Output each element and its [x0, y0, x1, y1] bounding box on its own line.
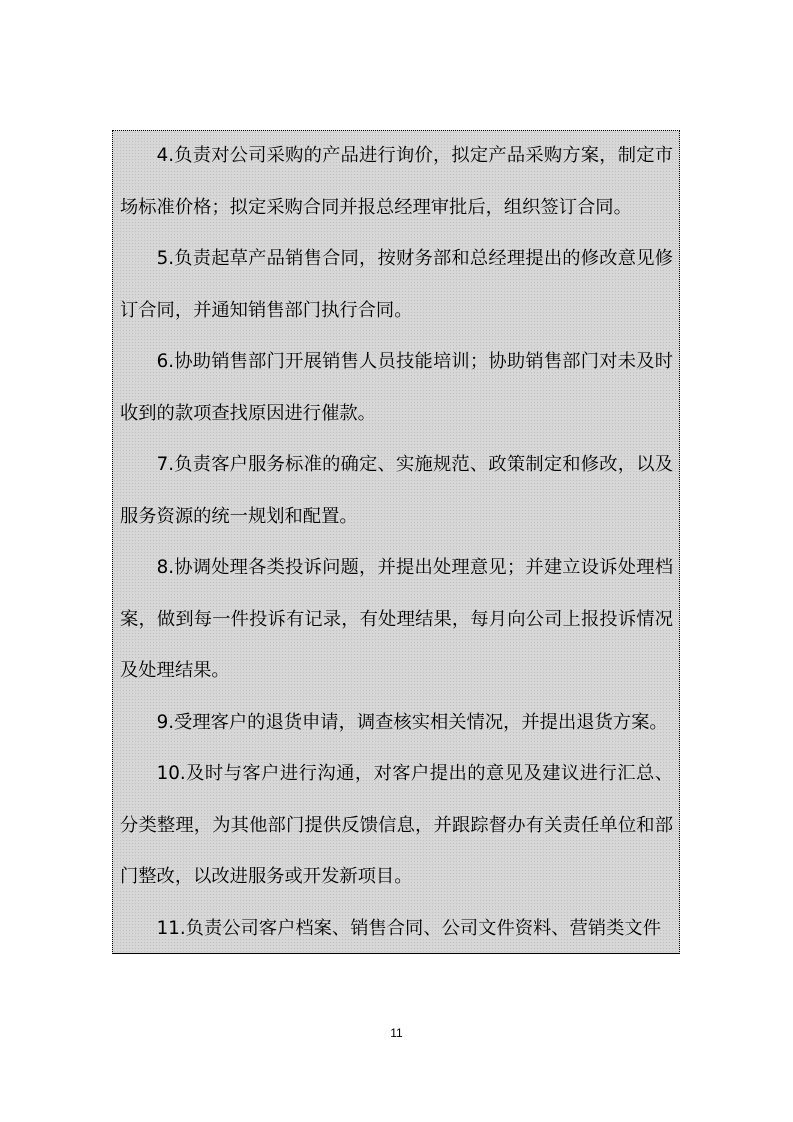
- page-number: 11: [390, 1026, 403, 1040]
- paragraph-item-8: 8.协调处理各类投诉问题，并提出处理意见；并建立设诉处理档案，做到每一件投诉有记录，有处理结果，每月向公司上报投诉情况及处理结果。: [120, 557, 673, 681]
- text-frame: [112, 130, 680, 954]
- paragraph-item-5: 5.负责起草产品销售合同，按财务部和总经理提出的修改意见修订合同，并通知销售部门执行合同。: [120, 248, 673, 321]
- paragraph-item-4: 4.负责对公司采购的产品进行询价，拟定产品采购方案，制定市场标准价格；拟定采购合同并报总经理审批后，组织签订合同。: [120, 145, 673, 218]
- paragraph-item-7: 7.负责客户服务标准的确定、实施规范、政策制定和修改，以及服务资源的统一规划和配置。: [120, 454, 673, 527]
- paragraph-item-6: 6.协助销售部门开展销售人员技能培训；协助销售部门对未及时收到的款项查找原因进行催款。: [120, 351, 673, 424]
- paragraph-item-10: 10.及时与客户进行沟通，对客户提出的意见及建议进行汇总、分类整理，为其他部门提供反馈信息，并跟踪督办有关责任单位和部门整改，以改进服务或开发新项目。: [120, 763, 673, 887]
- paragraph-item-9: 9.受理客户的退货申请，调查核实相关情况，并提出退货方案。: [156, 711, 668, 733]
- paragraph-item-11: 11.负责公司客户档案、销售合同、公司文件资料、营销类文件: [156, 917, 661, 939]
